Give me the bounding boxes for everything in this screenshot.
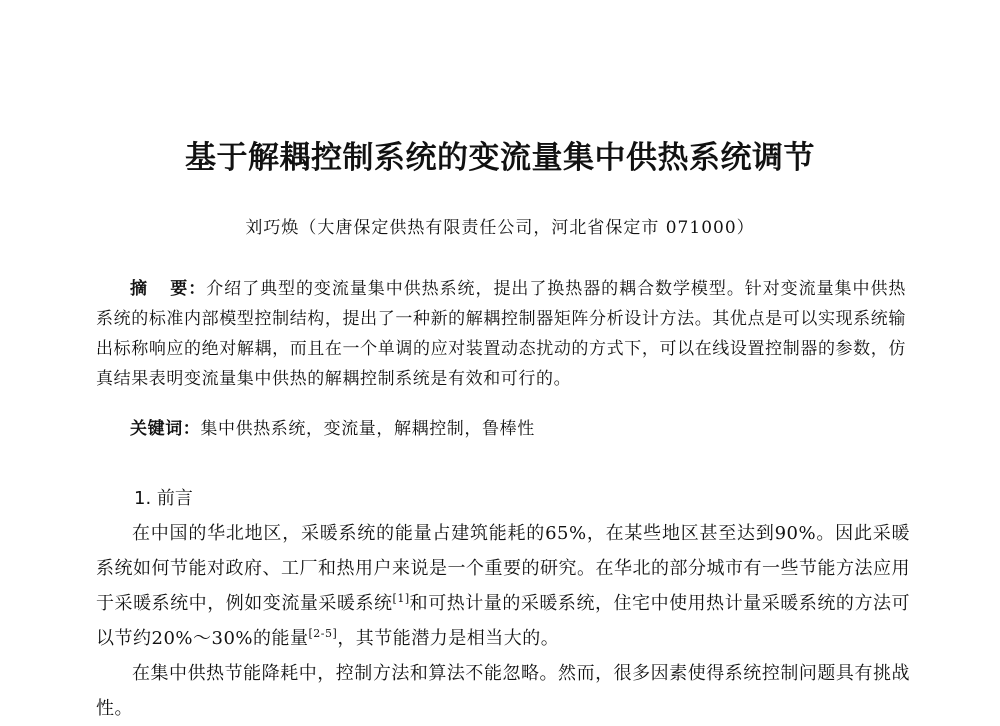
paragraph-intro-part2: 和可热计量的采暖系统，住宅中使用热计量采暖系统的方法可以节约20%～30%的能量 — [96, 593, 911, 649]
paper-title: 基于解耦控制系统的变流量集中供热系统调节 — [185, 140, 815, 176]
keywords-line — [130, 414, 906, 439]
citation-ref: [1] — [392, 592, 410, 605]
section-heading — [134, 484, 193, 510]
abstract-label-second: 要： — [169, 279, 207, 299]
abstract-label — [130, 279, 206, 299]
abstract-text: 介绍了典型的变流量集中供热系统，提出了换热器的耦合数学模型。针对变流量集中供热系统的标准内部模型控制结构，提出了一种新的解耦控制器矩阵分析设计方法。其优点是可以实现系统输出标称响应的绝对解耦，而且在一个单调的应对装置动态扰动的方式下，可以在线设置控制器的参数，仿真结果表明变流量集中供热的解耦控制系统是有效和可行的。 — [96, 279, 906, 389]
paragraph-intro-part3: ，其节能潜力是相当大的。 — [337, 628, 560, 649]
paragraph-intro — [96, 516, 910, 656]
body-text — [96, 516, 910, 726]
citation-ref: [2-5] — [308, 627, 338, 640]
abstract-label-first: 摘 — [130, 279, 148, 299]
section-number: 1. — [134, 488, 152, 509]
section-title: 前言 — [156, 488, 193, 509]
paragraph-intro-part1: 在中国的华北地区，采暖系统的能量占建筑能耗的65%，在某些地区甚至达到90%。因此采暖系统如何节能对政府、工厂和热用户来说是一个重要的研究。在华北的部分城市有一些节能方法应用于采暖系统中，例如变流量采暖系统 — [96, 523, 910, 614]
author-line: 刘巧焕（大唐保定供热有限责任公司，河北省保定市 071000） — [245, 218, 755, 238]
keywords-label: 关键词： — [130, 419, 201, 439]
abstract-block — [96, 274, 906, 394]
paragraph-control: 在集中供热节能降耗中，控制方法和算法不能忽略。然而，很多因素使得系统控制问题具有挑战性。 — [96, 663, 910, 719]
keywords-text: 集中供热系统，变流量，解耦控制，鲁棒性 — [200, 419, 535, 439]
